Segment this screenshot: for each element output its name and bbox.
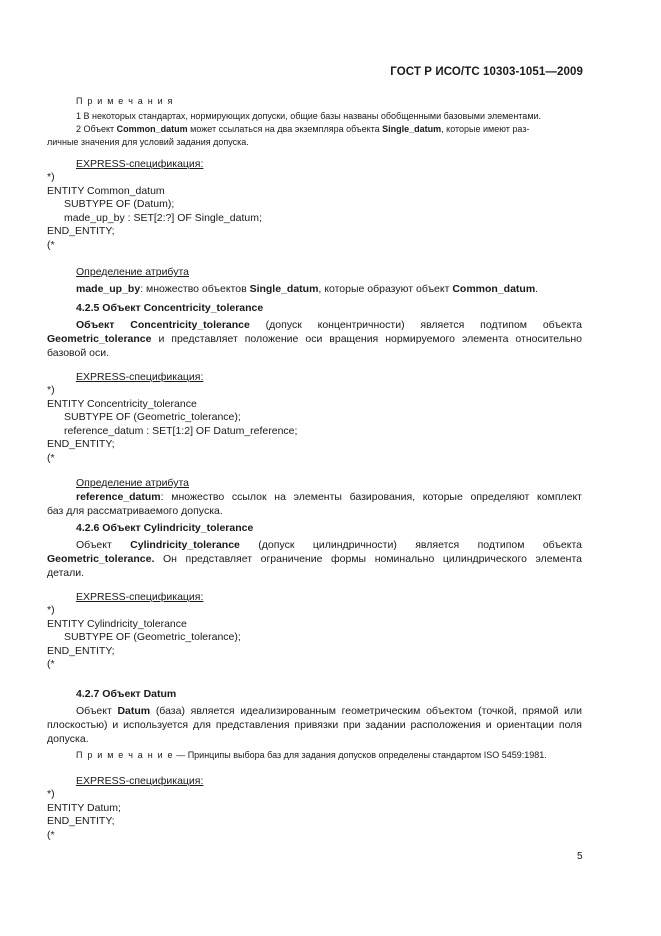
para-line-1: Объект Cylindricity_tolerance (допуск цилиндричности) является подтипом объекта xyxy=(76,539,582,551)
section-heading: 4.2.6 Объект Cylindricity_tolerance xyxy=(76,522,254,534)
express-label: EXPRESS-спецификация: xyxy=(76,158,204,170)
para-line-1: Объект Concentricity_tolerance (допуск концентричности) является подтипом объекта xyxy=(76,319,582,331)
page-number: 5 xyxy=(577,851,583,862)
attr-reference-datum-cont: баз для рассматриваемого допуска. xyxy=(47,505,223,517)
section-4-2-6 xyxy=(47,521,582,580)
note-2-cont: личные значения для условий задания допуска. xyxy=(47,137,249,147)
code-block: *) ENTITY Datum; END_ENTITY; (* xyxy=(47,788,121,841)
express-label: EXPRESS-спецификация: xyxy=(76,775,204,787)
attr-made-up-by: made_up_by: множество объектов Single_datum, которые образуют объект Common_datum. xyxy=(76,283,539,295)
attr-reference-datum: reference_datum: множество ссылок на элементы базирования, которые определяют комплект xyxy=(76,491,582,503)
para-line-2: Geometric_tolerance. Он представляет ограничение формы номинально цилиндрического элемента xyxy=(47,553,582,565)
express-common-datum xyxy=(47,157,582,252)
section-4-2-7 xyxy=(47,687,582,746)
para-line-1: Объект Datum (база) является идеализированным геометрическим объектом (точкой, прямой или xyxy=(76,705,582,717)
notes-block xyxy=(47,95,582,149)
datum-note: П р и м е ч а н и е — Принципы выбора баз для задания допусков определены стандартом ISO 5459:1981. xyxy=(76,750,547,760)
attr-def-label: Определение атрибута xyxy=(76,477,189,489)
section-4-2-5 xyxy=(47,301,582,360)
express-label: EXPRESS-спецификация: xyxy=(76,591,204,603)
code-block: *) ENTITY Cylindricity_tolerance SUBTYPE OF (Geometric_tolerance); END_ENTITY; (* xyxy=(47,604,241,670)
note-1: 1 В некоторых стандартах, нормирующих допуски, общие базы названы обобщенными базовыми элементами. xyxy=(76,111,542,121)
code-block: *) ENTITY Common_datum SUBTYPE OF (Datum); made_up_by : SET[2:?] OF Single_datum; END_ENTITY; (* xyxy=(47,171,262,251)
document-header: ГОСТ Р ИСО/ТС 10303-1051—2009 xyxy=(390,66,583,78)
express-cylindricity xyxy=(47,590,582,672)
section-heading: 4.2.5 Объект Concentricity_tolerance xyxy=(76,302,264,314)
note-2: 2 Объект Common_datum может ссылаться на два экземпляра объекта Single_datum, которые имеют раз- xyxy=(76,124,530,134)
para-line-2: Geometric_tolerance и представляет положение оси вращения нормируемого элемента относительно xyxy=(47,333,582,345)
express-concentricity xyxy=(47,370,582,465)
code-block: *) ENTITY Concentricity_tolerance SUBTYPE OF (Geometric_tolerance); reference_datum : SET[1:2] OF Datum_reference; END_ENTITY; (* xyxy=(47,384,298,464)
express-label: EXPRESS-спецификация: xyxy=(76,371,204,383)
attr-def-label: Определение атрибута xyxy=(76,266,189,278)
section-heading: 4.2.7 Объект Datum xyxy=(76,688,177,700)
attr-def-concentricity xyxy=(47,476,582,518)
para-line-3: допуска. xyxy=(47,733,89,745)
para-line-3: базовой оси. xyxy=(47,347,109,359)
para-line-2: плоскостью) и используется для представления привязки при задании расположения и ориентации поля xyxy=(47,719,582,731)
express-datum xyxy=(47,774,582,842)
para-line-3: детали. xyxy=(47,567,85,579)
attr-def-common-datum xyxy=(47,265,582,296)
notes-title: П р и м е ч а н и я xyxy=(76,96,174,106)
